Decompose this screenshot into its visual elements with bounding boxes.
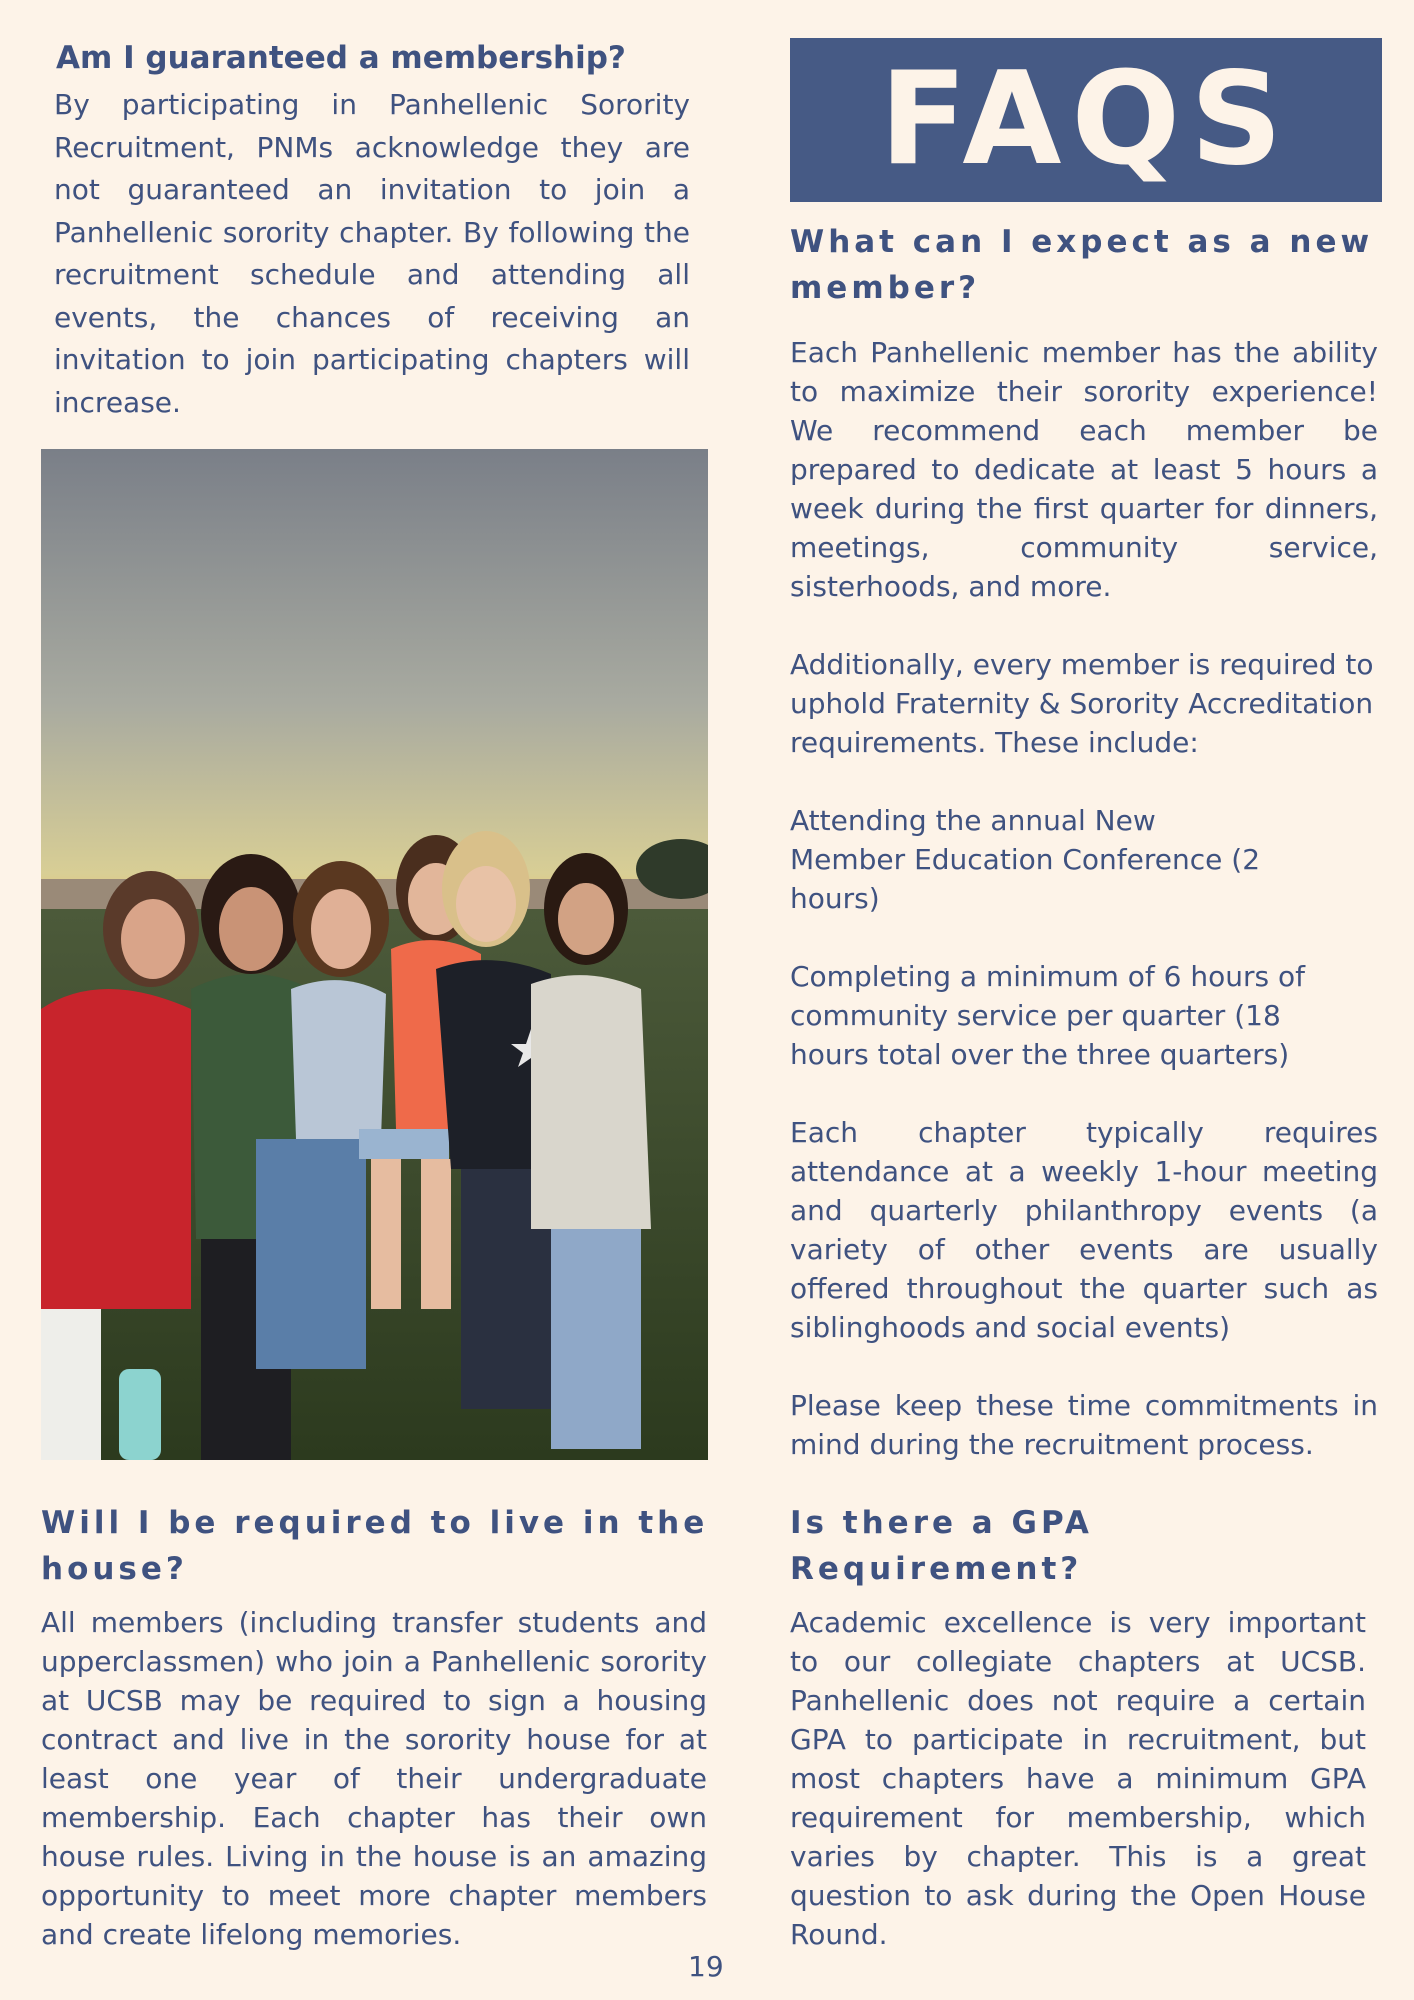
expect-paragraph: Each chapter typically requires attendance at a weekly 1-hour meeting and quarterly philanthropy events (a variety of other events are usually offered throughout the quarter such as siblinghoods and social events) bbox=[790, 1116, 1378, 1344]
faqs-title: FAQS bbox=[879, 45, 1293, 194]
faqs-banner bbox=[790, 38, 1382, 202]
expect-question-heading: What can I expect as a new member? bbox=[790, 224, 1374, 306]
expect-paragraph: Each Panhellenic member has the ability to maximize their sorority experience! We recommend each member be prepared to dedicate at least 5 hours a week during the first quarter for dinners, meetings, community service, sisterhoods, and more. bbox=[790, 336, 1378, 603]
expect-paragraph: Additionally, every member is required to uphold Fraternity & Sorority Accreditation requirements. These include: bbox=[790, 648, 1374, 759]
expect-paragraph: Completing a minimum of 6 hours of community service per quarter (18 hours total over the three quarters) bbox=[790, 960, 1305, 1071]
membership-question-heading: Am I guaranteed a membership? bbox=[56, 40, 626, 76]
house-answer: All members (including transfer students and upperclassmen) who join a Panhellenic sorority at UCSB may be required to sign a housing contract and live in the sorority house for at least one year of their undergraduate membership. Each chapter has their own house rules. Living in the house is an amazing opportunity to meet more chapter members and create lifelong memories. bbox=[41, 1606, 707, 1951]
group-photo bbox=[41, 449, 708, 1460]
membership-answer: By participating in Panhellenic Sorority Recruitment, PNMs acknowledge they are not guaranteed an invitation to join a Panhellenic sorority chapter. By following the recruitment schedule and attending all events, the chances of receiving an invitation to join participating chapters will increase. bbox=[54, 88, 690, 419]
page-number: 19 bbox=[688, 1950, 724, 1983]
house-question-heading: Will I be required to live in the house? bbox=[41, 1505, 709, 1587]
gpa-question-heading: Is there a GPA Requirement? bbox=[790, 1505, 1093, 1587]
expect-paragraph: Attending the annual New Member Education Conference (2 hours) bbox=[790, 804, 1261, 915]
expect-answer bbox=[790, 333, 1378, 1464]
gpa-answer: Academic excellence is very important to our collegiate chapters at UCSB. Panhellenic does not require a certain GPA to participate in recruitment, but most chapters have a minimum GPA requirement for membership, which varies by chapter. This is a great question to ask during the Open House Round. bbox=[790, 1606, 1366, 1951]
expect-paragraph: Please keep these time commitments in mind during the recruitment process. bbox=[790, 1389, 1378, 1461]
